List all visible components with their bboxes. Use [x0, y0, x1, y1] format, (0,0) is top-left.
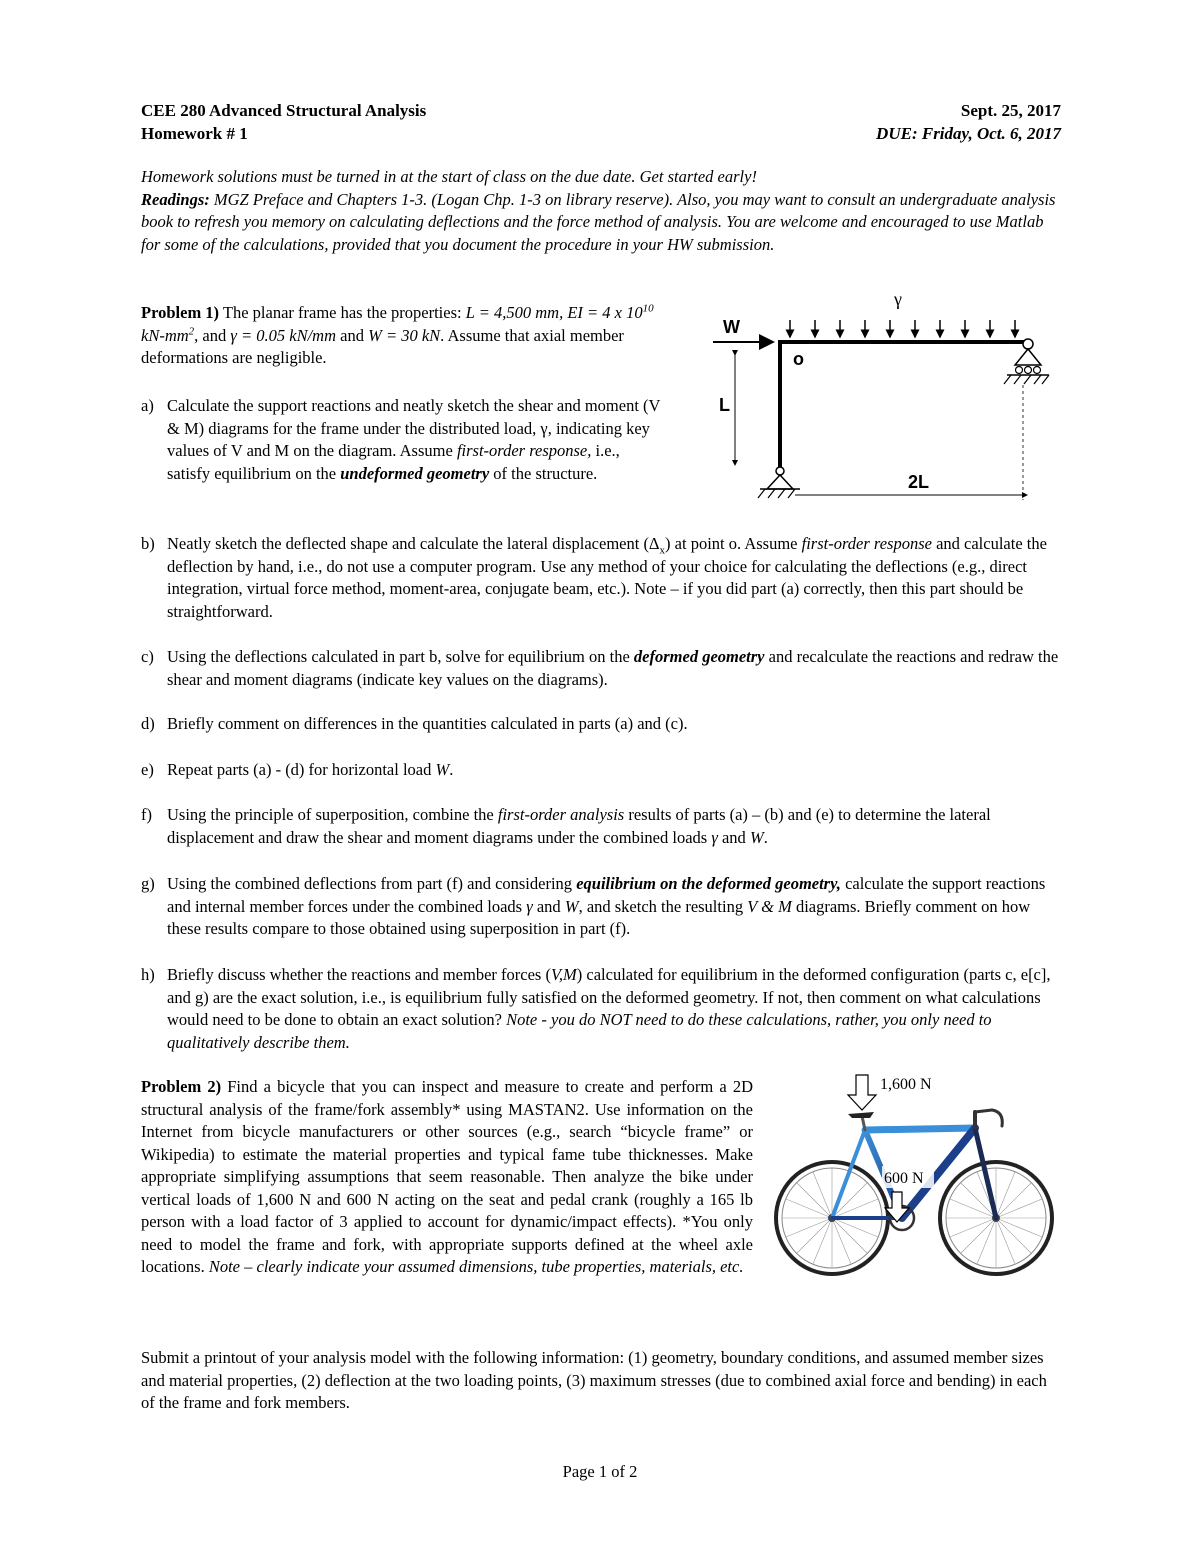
course-title: CEE 280 Advanced Structural Analysis [141, 101, 427, 120]
length-value: L = 4,500 mm [465, 303, 560, 322]
readings-paragraph [141, 189, 1061, 257]
part-h-italic: V,M [550, 965, 577, 984]
readings-label: Readings: [141, 189, 210, 209]
part-e-text: . [449, 760, 454, 779]
problem2-label: Problem 2) [141, 1077, 222, 1096]
part-g-italic: W [564, 896, 579, 916]
seat-load-label: 1,600 N [880, 1076, 932, 1093]
2l-label: 2L [908, 472, 930, 492]
distributed-load-arrows [790, 320, 1015, 337]
part-a-text: Calculate the support reactions and neatly sketch the shear and moment (V & M) diagrams for the frame under the distributed load, γ, indicating key values of V and M on the diagram. Assume [167, 396, 661, 460]
part-g-italic: V & M [747, 896, 792, 916]
part-f-italic: W [749, 827, 764, 847]
document-header [141, 99, 1061, 145]
part-c-label: c) [141, 647, 154, 666]
problem1-text: The planar frame has the properties: [219, 303, 466, 322]
gamma-label: γ [894, 289, 902, 309]
part-f-text: . [763, 827, 768, 847]
gamma-value: γ = 0.05 kN/mm [230, 325, 336, 345]
part-a-emphasis: undeformed geometry [340, 463, 490, 483]
problem1-text: and [336, 325, 369, 345]
problem1-statement [141, 302, 681, 370]
part-d [141, 713, 1061, 736]
l-label: L [719, 395, 730, 415]
part-b-label: b) [141, 534, 155, 553]
part-f-text: and [717, 827, 750, 847]
part-e-italic: W [435, 760, 450, 779]
part-g-text: Using the combined deflections from part (f) and considering [167, 874, 577, 893]
part-g-text: calculate the support reactions and internal member forces under the combined loads [167, 874, 1046, 916]
frame-diagram [705, 285, 1060, 510]
w-label: W [723, 317, 740, 337]
part-c [141, 646, 1061, 691]
part-f-italic: first-order analysis [497, 805, 625, 824]
problem2-text: Find a bicycle that you can inspect and measure to create and perform a 2D structural analysis of the frame/fork assembly* using MASTAN2. Use information on the Internet from bicycle manufacturers or other sources (e.g., search “bicycle frame” or Wikipedia) to estimate the material properties and typical fame tube thicknesses. Make appropriate simplifying assumptions that seem reasonable. Then analyze the bike under vertical loads of 1,600 N and 600 N acting on the seat and pedal crank (roughly a 165 lb person with a load factor of 3 applied to account for dynamic/impact effects). *You only need to model the frame and fork, with appropriate supports defined at the wheel axle locations. [141, 1077, 753, 1276]
part-a [141, 395, 661, 485]
delta-subscript: x [659, 544, 666, 557]
part-b-text: Neatly sketch the deflected shape and calculate the lateral displacement (Δ [167, 534, 660, 553]
issue-date: Sept. 25, 2017 [960, 101, 1061, 120]
problem1-text: . Assume that axial member deformations are negligible. [141, 325, 624, 367]
ei-units-exponent: 2 [188, 325, 195, 337]
problem1-label: Problem 1) [141, 303, 220, 322]
part-b-italic: first-order response [801, 534, 932, 553]
part-f-italic: γ [711, 827, 718, 847]
intro-line: Homework solutions must be turned in at the start of class on the due date. Get started early! [141, 167, 757, 186]
roller-support [1004, 339, 1049, 384]
part-c-text: and recalculate the reactions and redraw the shear and moment diagrams (indicate key values on the diagrams). [167, 647, 1059, 689]
part-f-label: f) [141, 805, 152, 824]
seat-load-arrow [848, 1075, 876, 1110]
part-g [141, 873, 1061, 941]
submission-instructions: Submit a printout of your analysis model with the following information: (1) geometry, boundary conditions, and assumed member sizes and material properties, (2) deflection at the two loading points, (3) maximum stresses (due to combined axial force and bending) in each of the frame and fork members. [141, 1348, 1047, 1412]
part-e [141, 759, 1061, 782]
part-a-text: of the structure. [489, 463, 598, 483]
ei-exponent: 10 [642, 302, 654, 315]
readings-text: MGZ Preface and Chapters 1-3. (Logan Chp. 1-3 on library reserve). Also, you may want to consult an undergraduate analysis book to refresh you memory on calculating deflections and the force method of analysis. You are welcome and encouraged to use Matlab for some of the calculations, provided that you document the procedure in your HW submission. [141, 189, 1056, 254]
part-a-text: i.e., satisfy equilibrium on the [167, 441, 620, 483]
part-b-text: ) at point o. Assume [665, 534, 802, 553]
page-number: Page 1 of 2 [562, 1462, 638, 1481]
part-f-text: Using the principle of superposition, combine the [167, 805, 498, 824]
part-h-label: h) [141, 965, 155, 984]
w-value: W = 30 kN [368, 325, 441, 345]
part-a-label: a) [141, 396, 154, 415]
part-h [141, 964, 1061, 1054]
part-g-label: g) [141, 874, 155, 893]
part-c-emphasis: deformed geometry [633, 647, 765, 666]
problem1-text: , [559, 303, 568, 322]
bicycle-illustration [770, 1070, 1060, 1280]
ei-units: kN-mm [141, 325, 189, 345]
part-h-italic: Note - you do NOT need to do these calculations, rather, you only need to qualitatively describe them. [167, 1010, 992, 1052]
part-e-label: e) [141, 760, 154, 779]
part-b [141, 533, 1061, 623]
part-d-label: d) [141, 714, 155, 733]
part-g-text: , and sketch the resulting [578, 896, 748, 916]
ei-value: EI = 4 x 10 [567, 303, 643, 322]
part-c-text: Using the deflections calculated in part b, solve for equilibrium on the [167, 647, 634, 666]
pin-support [758, 467, 800, 498]
part-g-emphasis: equilibrium on the deformed geometry, [576, 874, 841, 893]
part-g-text: diagrams. Briefly comment on how these results compare to those obtained using superposition in part (f). [167, 896, 1031, 938]
homework-number: Homework # 1 [141, 124, 248, 143]
part-g-italic: γ [526, 896, 533, 916]
part-h-text: ) calculated for equilibrium in the deformed configuration (parts c, e[c], and g) are the exact solution, i.e., is equilibrium fully satisfied on the deformed geometry. If not, then comment on what calculations would need to be done to obtain an exact solution? [167, 965, 1051, 1029]
part-e-text: Repeat parts (a) - (d) for horizontal load [167, 760, 436, 779]
part-f [141, 804, 1061, 849]
part-a-italic: first-order response, [456, 441, 592, 460]
due-date: DUE: Friday, Oct. 6, 2017 [876, 124, 1061, 143]
point-o-label: o [793, 349, 804, 369]
intro-block [141, 166, 1061, 256]
part-f-text: results of parts (a) – (b) and (e) to determine the lateral displacement and draw the shear and moment diagrams under the combined loads [167, 805, 991, 847]
problem2-note: Note – clearly indicate your assumed dimensions, tube properties, materials, etc. [208, 1257, 744, 1276]
part-b-text: and calculate the deflection by hand, i.e., do not use a computer program. Use any method of your choice for calculating the deflections (e.g., direct integration, virtual force method, moment-area, conjugate beam, etc.). Note – if you did part (a) correctly, then this part should be straightforward. [167, 534, 1047, 621]
crank-load-label: 600 N [884, 1170, 924, 1187]
part-d-text: Briefly comment on differences in the quantities calculated in parts (a) and (c). [167, 714, 688, 733]
problem1-text: , and [194, 325, 231, 345]
part-h-text: Briefly discuss whether the reactions and member forces ( [167, 965, 551, 984]
problem2-statement [141, 1076, 753, 1279]
part-g-text: and [532, 896, 565, 916]
